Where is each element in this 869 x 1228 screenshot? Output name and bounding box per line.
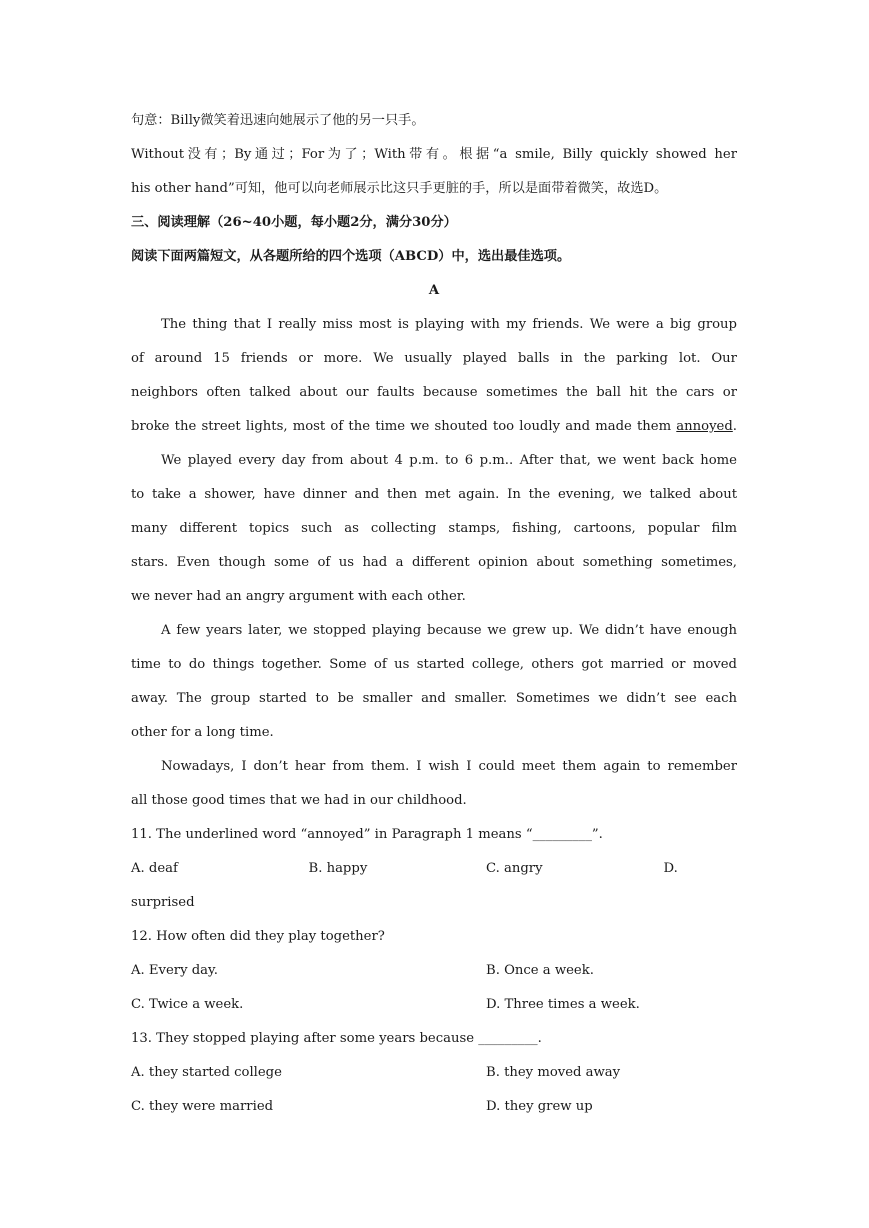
passage-line: we never had an angry argument with each other. [131, 589, 466, 604]
passage-text: broke the street lights, most of the time we shouted too loudly and made them [131, 419, 677, 434]
section-instruction: 阅读下面两篇短文，从各题所给的四个选项（ABCD）中，选出最佳选项。 [131, 249, 571, 264]
passage-line: to take a shower, have dinner and then met again. In the evening, we talked about [131, 487, 737, 502]
document-page [131, 104, 737, 1124]
passage-line [131, 410, 737, 444]
options-row [131, 988, 737, 1022]
passage-line: other for a long time. [131, 725, 274, 740]
question-stem: 11. The underlined word “annoyed” in Paragraph 1 means “_________”. [131, 827, 603, 842]
passage-line: away. The group started to be smaller and smaller. Sometimes we didn’t see each [131, 691, 737, 706]
options-row [131, 852, 737, 886]
passage-line: all those good times that we had in our childhood. [131, 793, 467, 808]
option-d: D. [663, 861, 678, 876]
options-row [131, 1056, 737, 1090]
option-a: A. deaf [131, 861, 178, 876]
option-c: C. Twice a week. [131, 997, 244, 1012]
question-11 [131, 818, 737, 920]
section-heading: 三、阅读理解（26~40小题，每小题2分，满分30分） [131, 215, 457, 230]
option-a: A. they started college [131, 1065, 282, 1080]
passage-line: We played every day from about 4 p.m. to 6 p.m.. After that, we went back home [161, 453, 737, 468]
question-stem: 12. How often did they play together? [131, 929, 385, 944]
question-12 [131, 920, 737, 1022]
passage-line: neighbors often talked about our faults because sometimes the ball hit the cars or [131, 385, 737, 400]
passage-title: A [428, 283, 440, 298]
passage-paragraph-1 [131, 308, 737, 444]
question-13 [131, 1022, 737, 1124]
passage-paragraph-2 [131, 444, 737, 614]
passage-line: The thing that I really miss most is playing with my friends. We were a big group [161, 317, 737, 332]
passage-line: many different topics such as collecting stamps, fishing, cartoons, popular film [131, 521, 737, 536]
option-c: C. angry [486, 861, 543, 876]
underlined-word: annoyed [676, 419, 733, 434]
option-a: A. Every day. [131, 963, 218, 978]
option-b: B. they moved away [486, 1065, 621, 1080]
option-d: D. they grew up [486, 1099, 593, 1114]
passage-line: A few years later, we stopped playing because we grew up. We didn’t have enough [161, 623, 737, 638]
option-d: D. Three times a week. [486, 997, 640, 1012]
option-b: B. happy [308, 861, 368, 876]
passage-line: stars. Even though some of us had a different opinion about something sometimes, [131, 555, 737, 570]
passage-paragraph-3 [131, 614, 737, 750]
option-c: C. they were married [131, 1099, 274, 1114]
option-b: B. Once a week. [486, 963, 594, 978]
passage-line: of around 15 friends or more. We usually played balls in the parking lot. Our [131, 351, 737, 366]
options-row [131, 1090, 737, 1124]
analysis-line-3: his other hand”可知，他可以向老师展示比这只手更脏的手，所以是面带着微笑，故选D。 [131, 181, 668, 196]
analysis-line-1: 句意：Billy微笑着迅速向她展示了他的另一只手。 [131, 113, 425, 128]
options-row [131, 954, 737, 988]
question-stem: 13. They stopped playing after some years because _________. [131, 1031, 542, 1046]
passage-text: . [732, 419, 737, 434]
option-d-text: surprised [131, 895, 195, 910]
passage-line: Nowadays, I don’t hear from them. I wish I could meet them again to remember [161, 759, 737, 774]
analysis-line-2: Without没有；By通过；For为了；With带有。根据“a smile, Billy quickly showed her [131, 147, 737, 162]
passage-line: time to do things together. Some of us started college, others got married or moved [131, 657, 737, 672]
passage-paragraph-4 [131, 750, 737, 818]
